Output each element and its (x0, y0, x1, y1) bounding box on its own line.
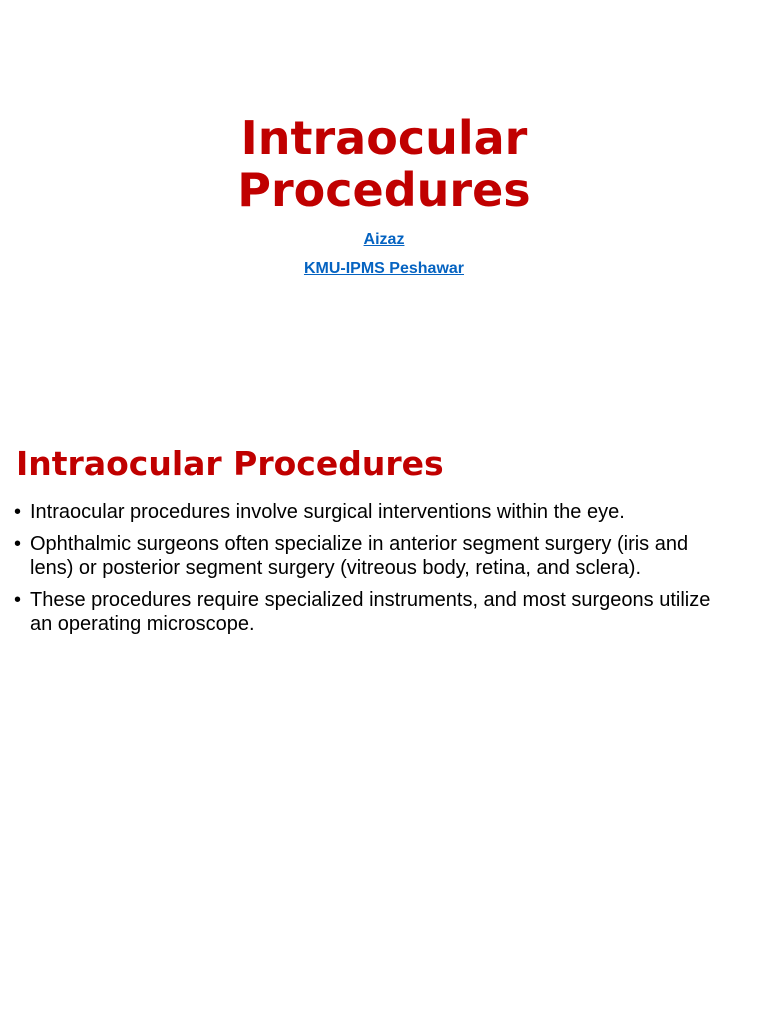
bullet-marker: • (14, 501, 22, 523)
list-item (14, 532, 732, 580)
slide-heading: Intraocular Procedures (16, 444, 444, 483)
title-line-1: Intraocular (240, 111, 528, 165)
presentation-title (0, 112, 768, 216)
author-link[interactable]: Aizaz (363, 231, 405, 248)
title-slide (0, 0, 768, 400)
organization-link[interactable]: KMU-IPMS Peshawar (303, 260, 465, 277)
content-slide (0, 430, 768, 1024)
bullet-marker: • (14, 533, 22, 555)
list-item (14, 500, 732, 524)
bullet-text: These procedures require specialized instruments, and most surgeons utilize an operating microscope. (30, 589, 711, 635)
bullet-text: Intraocular procedures involve surgical interventions within the eye. (30, 501, 625, 523)
list-item (14, 588, 732, 636)
bullet-list (14, 500, 732, 644)
title-line-2: Procedures (237, 163, 531, 217)
bullet-marker: • (14, 589, 22, 611)
bullet-text: Ophthalmic surgeons often specialize in anterior segment surgery (iris and lens) or posterior segment surgery (vitreous body, retina, and sclera). (30, 533, 689, 579)
